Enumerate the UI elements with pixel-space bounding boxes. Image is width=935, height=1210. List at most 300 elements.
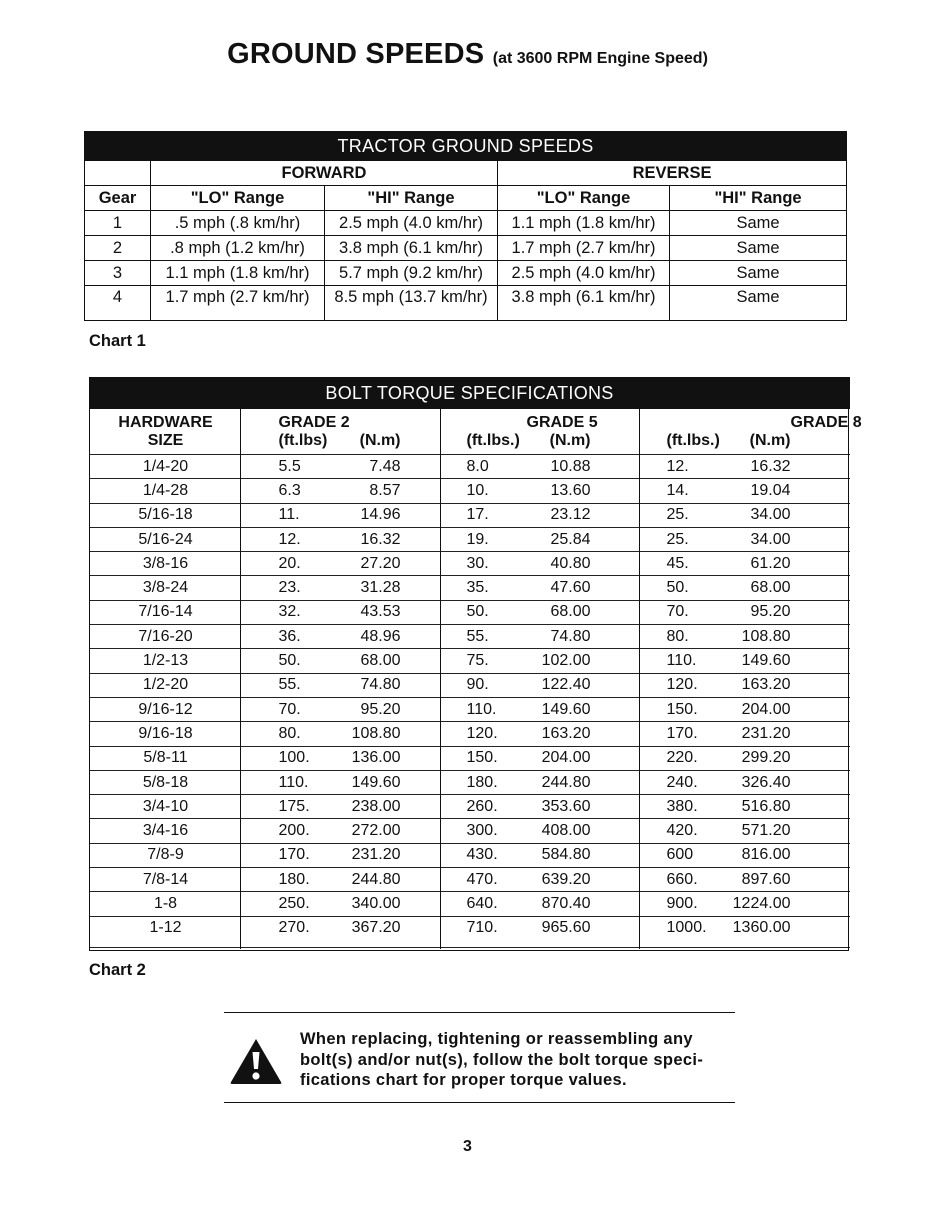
spacer-cell xyxy=(791,527,837,551)
unit-header: (N.m) xyxy=(359,432,401,449)
ftlbs-cell: 380. xyxy=(667,795,727,819)
spacer-cell xyxy=(591,503,641,527)
spacer-cell xyxy=(401,770,441,794)
spacer-cell xyxy=(837,795,850,819)
spacer-cell xyxy=(401,916,441,947)
spacer-cell xyxy=(837,649,850,673)
speed-cell: 5.7 mph (9.2 km/hr) xyxy=(325,261,498,286)
spacer-cell xyxy=(242,552,279,576)
nm-cell: 68.00 xyxy=(727,576,791,600)
spacer-cell xyxy=(641,843,667,867)
spacer-cell xyxy=(242,722,279,746)
spacer-cell xyxy=(441,746,467,770)
table-row xyxy=(90,649,850,673)
nm-cell: 68.00 xyxy=(527,600,591,624)
nm-cell: 244.80 xyxy=(527,770,591,794)
spacer-cell xyxy=(441,843,467,867)
spacer-cell xyxy=(791,503,837,527)
spacer-cell xyxy=(791,722,837,746)
ftlbs-cell: 30. xyxy=(467,552,527,576)
nm-cell: 136.00 xyxy=(339,746,401,770)
spacer-cell xyxy=(441,697,467,721)
spacer-cell xyxy=(591,722,641,746)
grade-header: GRADE 2 xyxy=(278,414,350,431)
spacer-cell xyxy=(641,916,667,947)
hardware-size-cell: 1-12 xyxy=(90,916,242,947)
spacer-cell xyxy=(242,770,279,794)
spacer-cell xyxy=(242,600,279,624)
table-row xyxy=(90,916,850,947)
hardware-size-cell: 7/16-20 xyxy=(90,625,242,649)
size-header: SIZE xyxy=(147,432,184,449)
spacer-cell xyxy=(591,746,641,770)
ftlbs-cell: 180. xyxy=(279,868,339,892)
hardware-size-cell: 5/8-18 xyxy=(90,770,242,794)
hardware-size-cell: 1/2-13 xyxy=(90,649,242,673)
spacer-cell xyxy=(401,843,441,867)
spacer-cell xyxy=(641,697,667,721)
unit-header: (ft.lbs.) xyxy=(666,432,720,449)
spacer-cell xyxy=(791,552,837,576)
gear-cell: 3 xyxy=(85,261,151,286)
nm-cell: 897.60 xyxy=(727,868,791,892)
spacer-cell xyxy=(591,916,641,947)
chart2-band-title: BOLT TORQUE SPECIFICATIONS xyxy=(90,378,850,409)
spacer-cell xyxy=(641,770,667,794)
chart2-caption: Chart 2 xyxy=(89,961,146,979)
spacer-cell xyxy=(591,697,641,721)
spacer-cell xyxy=(641,503,667,527)
nm-cell: 204.00 xyxy=(727,697,791,721)
ftlbs-cell: 10. xyxy=(467,479,527,503)
unit-header: (N.m) xyxy=(749,432,791,449)
spacer-cell xyxy=(791,868,837,892)
ftlbs-cell: 200. xyxy=(279,819,339,843)
ftlbs-cell: 250. xyxy=(279,892,339,916)
spacer-cell xyxy=(641,819,667,843)
column-header: "HI" Range xyxy=(670,186,847,211)
spacer-cell xyxy=(837,479,850,503)
spacer-cell xyxy=(641,455,667,479)
bolt-torque-table xyxy=(89,377,862,948)
spacer-cell xyxy=(641,479,667,503)
nm-cell: 16.32 xyxy=(727,455,791,479)
spacer-cell xyxy=(791,697,837,721)
forward-header: FORWARD xyxy=(151,161,498,186)
warning-triangle-icon xyxy=(229,1037,283,1090)
table-row xyxy=(90,843,850,867)
nm-cell: 27.20 xyxy=(339,552,401,576)
ftlbs-cell: 25. xyxy=(667,527,727,551)
nm-cell: 272.00 xyxy=(339,819,401,843)
spacer-cell xyxy=(401,552,441,576)
spacer-cell xyxy=(791,673,837,697)
spacer-cell xyxy=(641,576,667,600)
ftlbs-cell: 45. xyxy=(667,552,727,576)
nm-cell: 1224.00 xyxy=(727,892,791,916)
chart2-body xyxy=(90,455,850,948)
spacer-cell xyxy=(242,576,279,600)
nm-cell: 163.20 xyxy=(527,722,591,746)
spacer-cell xyxy=(837,576,850,600)
spacer-cell xyxy=(837,770,850,794)
spacer-cell xyxy=(837,673,850,697)
nm-cell: 231.20 xyxy=(339,843,401,867)
spacer-cell xyxy=(837,916,850,947)
spacer-cell xyxy=(837,697,850,721)
spacer-cell xyxy=(837,843,850,867)
spacer-cell xyxy=(441,552,467,576)
ftlbs-cell: 50. xyxy=(279,649,339,673)
spacer-cell xyxy=(641,892,667,916)
ftlbs-cell: 75. xyxy=(467,649,527,673)
page-title-sub: (at 3600 RPM Engine Speed) xyxy=(492,50,708,67)
ftlbs-cell: 12. xyxy=(279,527,339,551)
spacer-cell xyxy=(837,868,850,892)
nm-cell: 68.00 xyxy=(339,649,401,673)
nm-cell: 149.60 xyxy=(339,770,401,794)
table-row xyxy=(90,819,850,843)
spacer-cell xyxy=(837,552,850,576)
hardware-size-cell: 1/4-20 xyxy=(90,455,242,479)
nm-cell: 19.04 xyxy=(727,479,791,503)
spacer-cell xyxy=(441,455,467,479)
ftlbs-cell: 150. xyxy=(667,697,727,721)
spacer-cell xyxy=(837,625,850,649)
ftlbs-cell: 300. xyxy=(467,819,527,843)
spacer-cell xyxy=(591,649,641,673)
nm-cell: 61.20 xyxy=(727,552,791,576)
nm-cell: 122.40 xyxy=(527,673,591,697)
chart1-caption: Chart 1 xyxy=(89,332,146,350)
spacer-cell xyxy=(441,479,467,503)
page-number: 3 xyxy=(463,1138,472,1155)
spacer-cell xyxy=(242,746,279,770)
ftlbs-cell: 70. xyxy=(279,697,339,721)
nm-cell: 95.20 xyxy=(727,600,791,624)
column-divider xyxy=(240,407,241,949)
table-row xyxy=(90,527,850,551)
spacer-cell xyxy=(242,819,279,843)
spacer-cell xyxy=(791,892,837,916)
spacer-cell xyxy=(441,722,467,746)
spacer-cell xyxy=(641,527,667,551)
nm-cell: 102.00 xyxy=(527,649,591,673)
spacer-cell xyxy=(242,527,279,551)
warning-line: When replacing, tightening or reassembling any xyxy=(300,1030,693,1048)
ftlbs-cell: 12. xyxy=(667,455,727,479)
speed-cell: 3.8 mph (6.1 km/hr) xyxy=(325,236,498,261)
chart1-band-title: TRACTOR GROUND SPEEDS xyxy=(85,132,847,161)
ftlbs-cell: 55. xyxy=(467,625,527,649)
ftlbs-cell: 240. xyxy=(667,770,727,794)
spacer-cell xyxy=(591,576,641,600)
table-row xyxy=(90,892,850,916)
hardware-size-cell: 7/8-9 xyxy=(90,843,242,867)
spacer-cell xyxy=(242,673,279,697)
ftlbs-cell: 110. xyxy=(279,770,339,794)
spacer-cell xyxy=(242,455,279,479)
speed-cell: 2.5 mph (4.0 km/hr) xyxy=(498,261,670,286)
ftlbs-cell: 70. xyxy=(667,600,727,624)
warning-line: bolt(s) and/or nut(s), follow the bolt torque speci- xyxy=(300,1050,704,1069)
column-header: Gear xyxy=(85,186,151,211)
ftlbs-cell: 90. xyxy=(467,673,527,697)
hardware-size-cell: 9/16-18 xyxy=(90,722,242,746)
ftlbs-cell: 470. xyxy=(467,868,527,892)
table-row xyxy=(90,625,850,649)
nm-cell: 48.96 xyxy=(339,625,401,649)
tractor-ground-speeds-table xyxy=(84,131,847,321)
table-row xyxy=(90,479,850,503)
nm-cell: 1360.00 xyxy=(727,916,791,947)
spacer-cell xyxy=(401,819,441,843)
spacer-cell xyxy=(837,722,850,746)
spacer-cell xyxy=(401,697,441,721)
spacer-cell xyxy=(791,649,837,673)
warning-line: fications chart for proper torque values. xyxy=(300,1071,627,1089)
reverse-header: REVERSE xyxy=(498,161,847,186)
spacer-cell xyxy=(591,819,641,843)
ftlbs-cell: 170. xyxy=(279,843,339,867)
grade-header: GRADE 5 xyxy=(526,414,598,431)
hardware-size-cell: 3/4-10 xyxy=(90,795,242,819)
ftlbs-cell: 110. xyxy=(467,697,527,721)
nm-cell: 204.00 xyxy=(527,746,591,770)
ftlbs-cell: 6.3 xyxy=(279,479,339,503)
spacer-cell xyxy=(591,625,641,649)
hardware-size-cell: 5/16-18 xyxy=(90,503,242,527)
nm-cell: 23.12 xyxy=(527,503,591,527)
hardware-size-cell: 3/8-16 xyxy=(90,552,242,576)
table-row xyxy=(90,868,850,892)
nm-cell: 108.80 xyxy=(727,625,791,649)
table-row xyxy=(85,236,847,261)
nm-cell: 8.57 xyxy=(339,479,401,503)
speed-cell: .5 mph (.8 km/hr) xyxy=(151,211,325,236)
spacer-cell xyxy=(591,527,641,551)
nm-cell: 816.00 xyxy=(727,843,791,867)
table-row xyxy=(90,576,850,600)
ftlbs-cell: 23. xyxy=(279,576,339,600)
table-row xyxy=(90,746,850,770)
nm-cell: 870.40 xyxy=(527,892,591,916)
spacer-cell xyxy=(641,868,667,892)
nm-cell: 95.20 xyxy=(339,697,401,721)
spacer-cell xyxy=(401,746,441,770)
spacer-cell xyxy=(791,455,837,479)
spacer-cell xyxy=(242,697,279,721)
nm-cell: 149.60 xyxy=(727,649,791,673)
spacer-cell xyxy=(441,892,467,916)
gear-cell: 1 xyxy=(85,211,151,236)
ftlbs-cell: 20. xyxy=(279,552,339,576)
hardware-size-cell: 3/4-16 xyxy=(90,819,242,843)
spacer-cell xyxy=(641,649,667,673)
nm-cell: 367.20 xyxy=(339,916,401,947)
spacer-cell xyxy=(837,746,850,770)
ftlbs-cell: 36. xyxy=(279,625,339,649)
spacer-cell xyxy=(401,868,441,892)
table-row xyxy=(90,503,850,527)
column-header: "LO" Range xyxy=(151,186,325,211)
hardware-size-cell: 5/16-24 xyxy=(90,527,242,551)
spacer-cell xyxy=(591,552,641,576)
spacer-cell xyxy=(641,722,667,746)
speed-cell: Same xyxy=(670,261,847,286)
spacer-cell xyxy=(791,770,837,794)
warning-top-rule xyxy=(224,1012,735,1013)
speed-cell: Same xyxy=(670,286,847,321)
speed-cell: 1.7 mph (2.7 km/hr) xyxy=(498,236,670,261)
nm-cell: 408.00 xyxy=(527,819,591,843)
spacer-cell xyxy=(441,576,467,600)
nm-cell: 74.80 xyxy=(527,625,591,649)
spacer-cell xyxy=(401,600,441,624)
speed-cell: 3.8 mph (6.1 km/hr) xyxy=(498,286,670,321)
gear-cell: 2 xyxy=(85,236,151,261)
spacer-cell xyxy=(591,843,641,867)
spacer-cell xyxy=(441,795,467,819)
spacer-cell xyxy=(837,455,850,479)
spacer-cell xyxy=(401,795,441,819)
unit-header: (N.m) xyxy=(549,432,591,449)
spacer-cell xyxy=(791,479,837,503)
hardware-size-cell: 7/16-14 xyxy=(90,600,242,624)
ftlbs-cell: 17. xyxy=(467,503,527,527)
gear-cell: 4 xyxy=(85,286,151,321)
ftlbs-cell: 50. xyxy=(667,576,727,600)
page-title-main: GROUND SPEEDS xyxy=(227,38,485,70)
column-header: "LO" Range xyxy=(498,186,670,211)
ftlbs-cell: 14. xyxy=(667,479,727,503)
speed-cell: 1.1 mph (1.8 km/hr) xyxy=(151,261,325,286)
spacer-cell xyxy=(591,673,641,697)
ftlbs-cell: 19. xyxy=(467,527,527,551)
column-divider xyxy=(440,407,441,949)
spacer-cell xyxy=(837,527,850,551)
spacer-cell xyxy=(837,819,850,843)
speed-cell: .8 mph (1.2 km/hr) xyxy=(151,236,325,261)
spacer-cell xyxy=(242,625,279,649)
ftlbs-cell: 8.0 xyxy=(467,455,527,479)
spacer-cell xyxy=(242,868,279,892)
unit-header: (ft.lbs.) xyxy=(466,432,520,449)
spacer-cell xyxy=(837,600,850,624)
ftlbs-cell: 710. xyxy=(467,916,527,947)
ftlbs-cell: 55. xyxy=(279,673,339,697)
spacer-cell xyxy=(791,600,837,624)
hardware-size-cell: 5/8-11 xyxy=(90,746,242,770)
ftlbs-cell: 430. xyxy=(467,843,527,867)
nm-cell: 571.20 xyxy=(727,819,791,843)
nm-cell: 108.80 xyxy=(339,722,401,746)
spacer-cell xyxy=(591,455,641,479)
unit-header: (ft.lbs) xyxy=(278,432,328,449)
spacer-cell xyxy=(641,673,667,697)
nm-cell: 965.60 xyxy=(527,916,591,947)
hardware-header: HARDWARE xyxy=(118,414,213,431)
spacer-cell xyxy=(441,916,467,947)
ftlbs-cell: 110. xyxy=(667,649,727,673)
nm-cell: 340.00 xyxy=(339,892,401,916)
ftlbs-cell: 11. xyxy=(279,503,339,527)
hardware-size-cell: 1/2-20 xyxy=(90,673,242,697)
nm-cell: 34.00 xyxy=(727,527,791,551)
nm-cell: 299.20 xyxy=(727,746,791,770)
spacer-cell xyxy=(591,892,641,916)
spacer-cell xyxy=(791,625,837,649)
spacer-cell xyxy=(242,503,279,527)
table-row xyxy=(90,552,850,576)
ftlbs-cell: 35. xyxy=(467,576,527,600)
spacer-cell xyxy=(401,673,441,697)
ftlbs-cell: 150. xyxy=(467,746,527,770)
speed-cell: 1.7 mph (2.7 km/hr) xyxy=(151,286,325,321)
ftlbs-cell: 220. xyxy=(667,746,727,770)
spacer-cell xyxy=(441,625,467,649)
spacer-cell xyxy=(401,527,441,551)
table-row xyxy=(90,795,850,819)
gear-header-blank xyxy=(85,161,151,186)
nm-cell: 639.20 xyxy=(527,868,591,892)
nm-cell: 7.48 xyxy=(339,455,401,479)
chart1-body xyxy=(85,211,847,321)
table-row xyxy=(90,673,850,697)
warning-bottom-rule xyxy=(224,1102,735,1103)
spacer-cell xyxy=(242,916,279,947)
nm-cell: 163.20 xyxy=(727,673,791,697)
ftlbs-cell: 420. xyxy=(667,819,727,843)
spacer-cell xyxy=(791,576,837,600)
ftlbs-cell: 5.5 xyxy=(279,455,339,479)
spacer-cell xyxy=(401,479,441,503)
spacer-cell xyxy=(441,527,467,551)
ftlbs-cell: 270. xyxy=(279,916,339,947)
nm-cell: 10.88 xyxy=(527,455,591,479)
spacer-cell xyxy=(401,576,441,600)
nm-cell: 34.00 xyxy=(727,503,791,527)
warning-text xyxy=(300,1029,740,1091)
spacer-cell xyxy=(401,503,441,527)
nm-cell: 149.60 xyxy=(527,697,591,721)
nm-cell: 584.80 xyxy=(527,843,591,867)
nm-cell: 43.53 xyxy=(339,600,401,624)
spacer-cell xyxy=(641,746,667,770)
spacer-cell xyxy=(791,795,837,819)
speed-cell: 8.5 mph (13.7 km/hr) xyxy=(325,286,498,321)
speed-cell: Same xyxy=(670,236,847,261)
spacer-cell xyxy=(791,819,837,843)
spacer-cell xyxy=(401,722,441,746)
nm-cell: 74.80 xyxy=(339,673,401,697)
spacer-cell xyxy=(837,892,850,916)
speed-cell: Same xyxy=(670,211,847,236)
spacer-cell xyxy=(441,770,467,794)
table-row xyxy=(85,261,847,286)
table-row xyxy=(90,600,850,624)
nm-cell: 353.60 xyxy=(527,795,591,819)
nm-cell: 25.84 xyxy=(527,527,591,551)
spacer-cell xyxy=(242,795,279,819)
nm-cell: 31.28 xyxy=(339,576,401,600)
spacer-cell xyxy=(641,600,667,624)
ftlbs-cell: 50. xyxy=(467,600,527,624)
page-title xyxy=(0,38,935,71)
spacer-cell xyxy=(591,795,641,819)
spacer-cell xyxy=(641,625,667,649)
nm-cell: 244.80 xyxy=(339,868,401,892)
